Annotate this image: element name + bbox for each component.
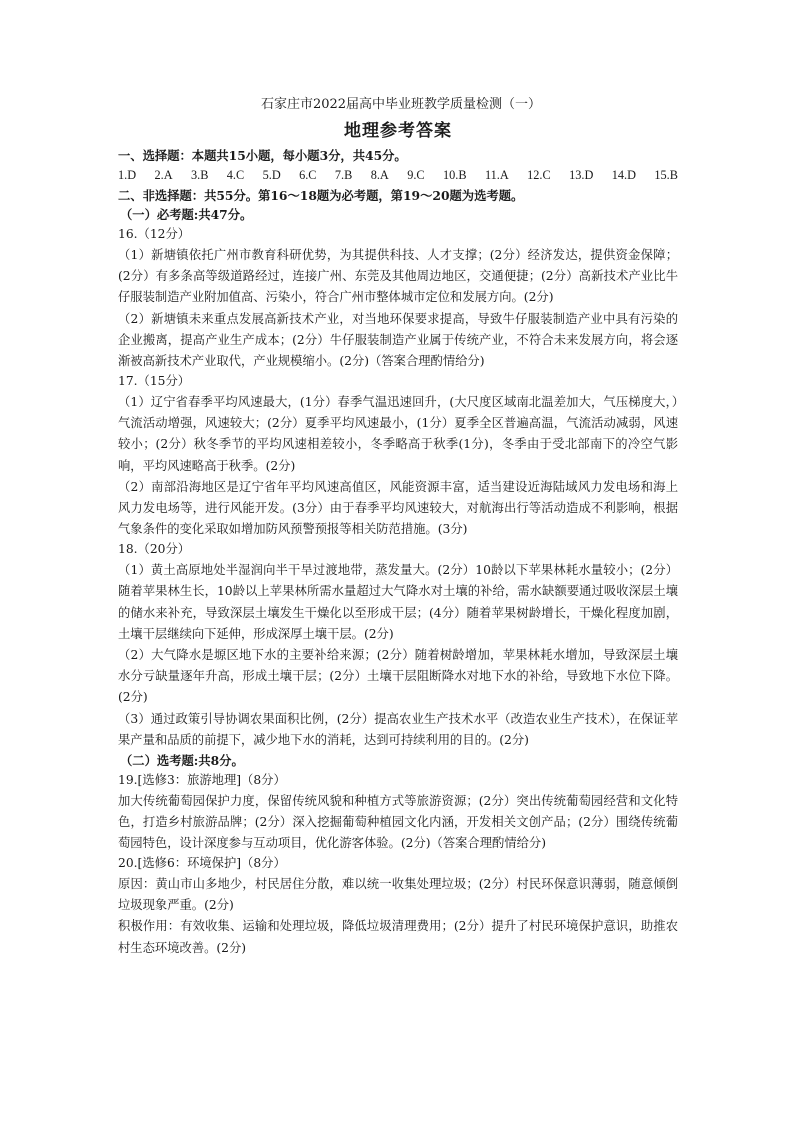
choice-answers xyxy=(118,166,678,186)
question-17-part-2: （2）南部沿海地区是辽宁省年平均风速高值区，风能资源丰富，适当建设近海陆域风力发电场和海上风力发电场等，进行风能开发。(3分）由于春季平均风速较大，对航海出行等活动造成不利影响，根据气象条件的变化采取如增加防风预警预报等相关防范措施。(3分) xyxy=(118,479,678,537)
question-17-label: 17.（15分） xyxy=(118,374,191,389)
question-20-reasons: 原因：黄山市山多地少，村民居住分散，难以统一收集处理垃圾；(2分）村民环保意识薄弱，随意倾倒垃圾现象严重。(2分) xyxy=(118,877,678,913)
question-16-part-2: （2）新塘镇未来重点发展高新技术产业，对当地环保要求提高，导致牛仔服装制造产业中具有污染的企业搬离，提高产业生产成本；(2分）牛仔服装制造产业属于传统产业，不符合未来发展方向，将会逐渐被高新技术产业取代，产业规模缩小。(2分)（答案合理酌情给分) xyxy=(118,311,678,368)
answer-item: 9.C xyxy=(407,167,425,182)
elective-heading: （二）选考题:共8分。 xyxy=(120,753,244,769)
question-16-label: 16.（12分） xyxy=(118,227,191,242)
answer-item: 2.A xyxy=(154,167,173,182)
answer-item: 4.C xyxy=(226,167,245,182)
exam-subtitle: 石家庄市2022届高中毕业班教学质量检测（一） xyxy=(260,97,542,112)
question-18-part-1: （1）黄土高原地处半湿润向半干旱过渡地带，蒸发量大。(2分）10龄以下苹果林耗水量较小；(2分）随着苹果林生长，10龄以上苹果林所需水量超过大气降水对土壤的补给，需水缺额要通过吸收深层土壤的储水来补充，导致深层土壤发生干燥化以至形成干层；(4分）随着苹果树龄增长，干燥化程度加剧，土壤干层继续向下延伸，形成深厚土壤干层。(2分) xyxy=(118,563,678,641)
question-19-label: 19.[选修3：旅游地理]（8分） xyxy=(118,772,286,787)
question-16-part-1: （1）新塘镇依托广州市教育科研优势，为其提供科技、人才支撑；(2分）经济发达，提供资金保障；(2分）有多条高等级道路经过，连接广州、东莞及其他周边地区，交通便捷；(2分）高新技术产业比牛仔服装制造产业附加值高、污染小，符合广州市整体城市定位和发展方向。(2分) xyxy=(118,247,678,305)
part1-heading: 一、选择题：本题共15小题，每小题3分，共45分。 xyxy=(118,148,407,163)
question-18-part-2: （2）大气降水是塬区地下水的主要补给来源；(2分）随着树龄增加，苹果林耗水增加，导致深层土壤水分亏缺量逐年升高，形成土壤干层；(2分）土壤干层阻断降水对地下水的补给，导致地下水位下降。(2分) xyxy=(118,648,678,705)
answer-item: 10.B xyxy=(443,167,467,182)
question-17-part-1: （1）辽宁省春季平均风速最大，(1分）春季气温迅速回升，(大尺度区域南北温差加大，气压梯度大，）气流活动增强，风速较大；(2分）夏季平均风速最小，(1分）夏季全区普遍高温，气流活动减弱，风速较小；(2分）秋冬季节的平均风速相差较小，冬季略高于秋季(1分)，冬季由于受北部南下的冷空气影响，平均风速略高于秋季。(2分) xyxy=(118,395,678,473)
answer-item: 15.B xyxy=(654,167,678,182)
required-heading: （一）必考题:共47分。 xyxy=(120,207,253,223)
answer-item: 6.C xyxy=(299,167,317,182)
answer-item: 1.D xyxy=(118,167,137,182)
answer-item: 13.D xyxy=(569,167,594,182)
answer-item: 12.C xyxy=(527,167,551,182)
answer-item: 14.D xyxy=(611,167,636,182)
page-title: 地理参考答案 xyxy=(344,121,452,141)
answer-item: 11.A xyxy=(484,167,509,182)
answer-item: 5.D xyxy=(262,167,281,182)
answer-item: 7.B xyxy=(334,167,353,182)
answer-sheet xyxy=(118,96,678,959)
question-18-part-3: （3）通过政策引导协调农果面积比例，(2分）提高农业生产技术水平（改造农业生产技术），在保证苹果产量和品质的前提下，减少地下水的消耗，达到可持续利用的目的。(2分) xyxy=(118,711,678,747)
part2-heading: 二、非选择题：共55分。第16～18题为必考题，第19～20题为选考题。 xyxy=(118,187,524,203)
answer-item: 3.B xyxy=(190,167,209,182)
question-20-effects: 积极作用：有效收集、运输和处理垃圾，降低垃圾清理费用；(2分）提升了村民环境保护意识，助推农村生态环境改善。(2分) xyxy=(118,919,678,955)
question-18-label: 18.（20分） xyxy=(118,542,191,557)
question-19-answer: 加大传统葡萄园保护力度，保留传统风貌和种植方式等旅游资源；(2分）突出传统葡萄园经营和文化特色，打造乡村旅游品牌；(2分）深入挖掘葡萄种植园文化内涵，开发相关文创产品；(2分）围绕传统葡萄园特色，设计深度参与互动项目，优化游客体验。(2分)（答案合理酌情给分) xyxy=(118,793,678,851)
answer-item: 8.A xyxy=(370,167,389,182)
question-20-label: 20.[选修6：环境保护]（8分） xyxy=(118,856,286,871)
